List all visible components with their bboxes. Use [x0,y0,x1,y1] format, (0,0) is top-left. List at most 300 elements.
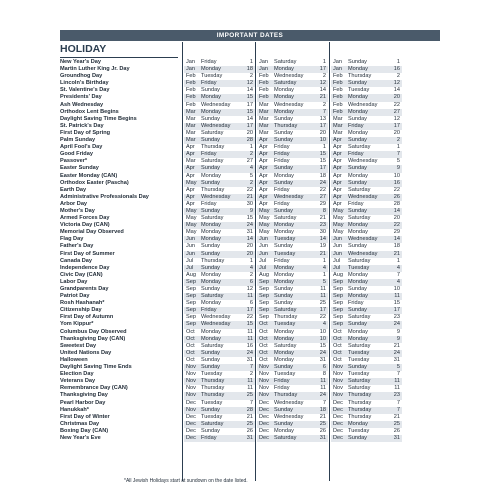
date-weekday: Monday [201,172,221,179]
date-row [331,428,402,435]
date-row [331,130,402,137]
date-weekday: Tuesday [274,250,296,257]
date-weekday: Monday [201,300,221,307]
date-row [184,371,255,378]
holiday-name: Passover* [60,158,88,165]
date-month: Jun [333,236,343,243]
date-month: Apr [259,200,268,207]
date-month: Dec [186,420,196,427]
date-weekday: Sunday [201,179,220,186]
date-day: 4 [322,264,326,271]
date-day: 2 [249,151,253,158]
date-weekday: Sunday [274,364,293,371]
date-weekday: Thursday [274,122,298,129]
date-day: 11 [320,378,326,385]
date-month: Oct [333,335,342,342]
date-weekday: Thursday [348,399,372,406]
date-row [184,385,255,392]
date-month: Apr [259,186,268,193]
date-day: 6 [249,300,253,307]
date-day: 20 [393,129,400,136]
date-row [257,123,328,130]
date-day: 17 [319,122,326,129]
date-weekday: Friday [274,378,290,385]
date-day: 17 [246,122,253,129]
date-row [331,343,402,350]
date-row [184,400,255,407]
date-row [184,123,255,130]
date-month: Jan [333,66,343,73]
date-day: 18 [393,243,400,250]
date-day: 25 [246,420,253,427]
date-month: Oct [186,356,195,363]
date-row [331,59,402,66]
date-day: 16 [393,179,400,186]
date-month: Apr [259,158,268,165]
date-month: Jun [259,243,269,250]
holiday-name: Yom Kippur* [60,321,94,328]
date-month: May [333,215,344,222]
date-day: 7 [396,399,400,406]
date-month: Sep [186,307,196,314]
date-month: Apr [186,172,195,179]
date-month: May [186,222,197,229]
date-day: 7 [396,406,400,413]
holiday-name: Easter Monday (CAN) [60,172,118,179]
date-month: May [186,229,197,236]
holiday-name: Rosh Hashanah* [60,300,105,307]
date-month: Sep [333,307,343,314]
date-row [331,102,402,109]
date-month: Oct [186,328,195,335]
date-month: May [186,215,197,222]
date-month: Oct [333,356,342,363]
date-row [184,435,255,442]
holiday-name: First Day of Autumn [60,314,114,321]
date-weekday: Monday [201,278,221,285]
date-month: Aug [259,271,269,278]
date-row [331,329,402,336]
date-day: 10 [319,137,326,144]
date-day: 21 [319,215,326,222]
date-day: 8 [322,207,326,214]
date-row [331,109,402,116]
date-month: Nov [259,371,269,378]
date-day: 31 [246,229,253,236]
date-weekday: Sunday [201,207,220,214]
date-row [257,116,328,123]
date-weekday: Sunday [274,207,293,214]
date-weekday: Friday [201,80,217,87]
date-month: Feb [186,73,196,80]
date-month: Jul [259,264,267,271]
date-day: 4 [249,165,253,172]
date-row [184,407,255,414]
date-weekday: Friday [348,122,364,129]
date-day: 7 [322,399,326,406]
date-row [257,180,328,187]
date-weekday: Sunday [348,80,367,87]
date-weekday: Sunday [348,165,367,172]
date-row [184,236,255,243]
date-day: 17 [319,307,326,314]
date-day: 24 [319,349,326,356]
date-row [331,165,402,172]
date-row [331,392,402,399]
holiday-name: New Year's Eve [60,434,101,441]
date-month: Sep [259,307,269,314]
date-month: Mar [259,101,269,108]
date-weekday: Monday [348,172,368,179]
date-month: Apr [333,200,342,207]
date-month: Dec [333,406,343,413]
date-weekday: Sunday [348,307,367,314]
date-day: 14 [393,87,400,94]
date-weekday: Saturday [274,215,297,222]
date-month: Sep [333,293,343,300]
date-day: 16 [246,342,253,349]
date-weekday: Saturday [348,378,371,385]
date-weekday: Sunday [348,243,367,250]
date-row [184,116,255,123]
date-row [184,350,255,357]
holiday-name: Patriot Day [60,293,90,300]
date-month: Apr [259,172,268,179]
date-weekday: Monday [274,356,294,363]
date-month: Mar [259,108,269,115]
date-month: Nov [186,392,196,399]
date-day: 1 [396,257,400,264]
date-month: Mar [259,122,269,129]
date-row [257,94,328,101]
holiday-name: Ash Wednesday [60,101,104,108]
date-weekday: Sunday [348,286,367,292]
date-month: Aug [333,271,343,278]
date-day: 22 [319,186,326,193]
date-day: 14 [319,87,326,94]
date-month: Sep [186,300,196,307]
date-day: 25 [393,420,400,427]
date-weekday: Sunday [348,179,367,186]
date-month: Oct [186,349,195,356]
date-day: 10 [319,328,326,335]
date-row [331,265,402,272]
date-weekday: Tuesday [348,264,370,271]
date-month: Mar [259,129,269,136]
date-day: 21 [393,342,400,349]
date-day: 28 [246,137,253,144]
date-row [184,222,255,229]
date-day: 10 [319,335,326,342]
date-day: 11 [247,328,253,335]
date-month: May [186,179,197,186]
column-divider [182,42,183,481]
date-day: 31 [393,356,400,363]
date-month: Feb [186,94,196,101]
date-month: May [186,207,197,214]
date-row [257,350,328,357]
date-day: 4 [322,321,326,328]
date-row [184,300,255,307]
date-weekday: Sunday [201,87,220,94]
date-row [331,371,402,378]
date-weekday: Saturday [274,434,297,441]
date-weekday: Monday [348,271,368,278]
date-day: 14 [246,236,253,243]
date-row [184,187,255,194]
date-month: Jun [186,236,196,243]
date-weekday: Thursday [201,392,225,399]
date-row [331,144,402,151]
holiday-name: Father's Day [60,243,94,250]
date-row [184,59,255,66]
date-weekday: Wednesday [348,158,378,165]
date-weekday: Sunday [348,364,367,371]
date-day: 17 [246,101,253,108]
date-row [257,73,328,80]
date-month: Sep [186,314,196,321]
date-month: Apr [259,151,268,158]
date-day: 25 [246,392,253,399]
date-month: Feb [333,73,343,80]
date-weekday: Sunday [348,321,367,328]
date-month: May [333,207,344,214]
date-row [184,215,255,222]
date-day: 21 [246,413,253,420]
holiday-name: Arbor Day [60,200,88,207]
date-day: 11 [320,293,326,300]
holiday-name: Martin Luther King Jr. Day [60,66,130,73]
date-day: 18 [319,406,326,413]
date-day: 2 [322,73,326,80]
date-row [331,201,402,208]
date-weekday: Friday [201,434,217,441]
date-row [257,428,328,435]
date-day: 15 [246,321,253,328]
date-row [184,258,255,265]
date-day: 31 [319,434,326,441]
date-row [184,364,255,371]
date-weekday: Tuesday [348,349,370,356]
date-weekday: Tuesday [348,356,370,363]
date-row [257,144,328,151]
holiday-name: Halloween [60,356,88,363]
date-month: Jun [259,236,269,243]
date-row [257,187,328,194]
date-row [257,378,328,385]
date-row [257,392,328,399]
date-month: Dec [333,413,343,420]
holiday-name: Orthodox Lent Begins [60,108,119,115]
date-day: 29 [393,229,400,236]
date-row [331,243,402,250]
date-day: 4 [396,264,400,271]
date-day: 2 [249,371,253,378]
date-day: 11 [320,385,326,392]
date-day: 9 [396,335,400,342]
holiday-name-list [60,59,182,442]
date-weekday: Tuesday [274,371,296,378]
date-day: 7 [396,151,400,158]
holiday-name: Columbus Day Observed [60,328,127,335]
date-row [257,314,328,321]
date-weekday: Friday [201,307,217,314]
holiday-name: Presidents' Day [60,94,102,101]
date-row [257,130,328,137]
date-day: 27 [246,158,253,165]
date-row [331,180,402,187]
date-month: Mar [259,115,269,122]
date-weekday: Monday [274,349,294,356]
date-day: 14 [393,207,400,214]
date-row [184,144,255,151]
date-month: Nov [186,364,196,371]
holiday-name: United Nations Day [60,349,112,356]
date-day: 15 [393,300,400,307]
date-month: Dec [186,413,196,420]
date-month: May [259,229,270,236]
date-day: 28 [246,406,253,413]
date-month: Jul [333,264,341,271]
date-month: Apr [333,144,342,151]
date-month: Sep [186,286,196,292]
date-day: 11 [247,378,253,385]
date-weekday: Wednesday [274,101,304,108]
date-weekday: Tuesday [274,236,296,243]
date-day: 4 [396,278,400,285]
date-weekday: Sunday [274,115,293,122]
holiday-name: Independence Day [60,264,110,271]
date-weekday: Sunday [274,243,293,250]
date-day: 14 [319,236,326,243]
date-weekday: Saturday [201,158,224,165]
date-row [331,414,402,421]
date-row [257,407,328,414]
date-month: Apr [333,158,342,165]
date-weekday: Sunday [201,264,220,271]
date-row [184,321,255,328]
date-day: 15 [246,94,253,101]
date-weekday: Tuesday [201,73,223,80]
date-weekday: Monday [348,129,368,136]
holiday-name: Thanksgiving Day (CAN) [60,335,126,342]
date-row [331,272,402,279]
date-row [257,329,328,336]
date-row [257,251,328,258]
holiday-name: Administrative Professionals Day [60,193,149,200]
year-column-2 [257,59,328,442]
date-weekday: Monday [274,328,294,335]
date-day: 15 [319,151,326,158]
date-month: Dec [333,420,343,427]
date-weekday: Sunday [201,250,220,257]
date-month: Dec [259,427,269,434]
date-month: Oct [186,335,195,342]
date-day: 22 [393,186,400,193]
date-day: 5 [396,158,400,165]
date-weekday: Wednesday [201,321,231,328]
date-month: Jan [259,66,269,73]
date-weekday: Monday [201,236,221,243]
date-row [257,364,328,371]
date-month: Sep [333,321,343,328]
date-day: 11 [394,378,400,385]
date-day: 14 [246,115,253,122]
date-month: Jun [333,250,343,257]
date-month: Nov [333,364,343,371]
date-weekday: Thursday [348,392,372,399]
date-month: Mar [186,115,196,122]
date-weekday: Monday [348,335,368,342]
date-row [257,258,328,265]
date-month: Oct [259,328,268,335]
date-day: 15 [246,215,253,222]
date-weekday: Thursday [201,257,225,264]
date-row [184,414,255,421]
date-row [257,435,328,442]
date-row [257,265,328,272]
date-day: 1 [249,59,253,65]
date-month: Jun [186,250,196,257]
date-month: Apr [186,186,195,193]
date-row [331,158,402,165]
date-day: 31 [246,434,253,441]
date-day: 17 [246,307,253,314]
holiday-heading: HOLIDAY [60,43,178,58]
date-day: 2 [249,73,253,80]
date-weekday: Sunday [274,406,293,413]
date-month: May [259,222,270,229]
date-row [184,336,255,343]
date-weekday: Wednesday [348,250,378,257]
date-weekday: Monday [274,94,294,101]
date-row [331,73,402,80]
date-row [184,357,255,364]
date-weekday: Monday [274,264,294,271]
date-row [184,137,255,144]
column-divider [329,42,330,481]
date-weekday: Saturday [201,342,224,349]
date-month: Feb [259,94,269,101]
date-row [331,435,402,442]
date-day: 1 [249,257,253,264]
date-month: Feb [259,73,269,80]
date-month: Feb [259,87,269,94]
date-row [184,94,255,101]
banner-title: IMPORTANT DATES [60,30,440,41]
date-day: 2 [249,179,253,186]
holiday-name: April Fool's Day [60,144,103,151]
date-month: Sep [333,300,343,307]
date-row [331,66,402,73]
date-weekday: Monday [201,108,221,115]
date-month: Nov [259,385,269,392]
date-row [331,258,402,265]
date-weekday: Monday [201,66,221,73]
date-day: 27 [319,193,326,200]
date-row [331,222,402,229]
date-month: Feb [259,80,269,87]
date-weekday: Tuesday [348,427,370,434]
date-row [184,102,255,109]
holiday-name: First Day of Spring [60,129,111,136]
date-month: Dec [186,427,196,434]
date-day: 22 [319,314,326,321]
date-month: Nov [333,371,343,378]
holiday-name: Boxing Day (CAN) [60,427,109,434]
date-weekday: Sunday [348,207,367,214]
date-day: 11 [394,385,400,392]
